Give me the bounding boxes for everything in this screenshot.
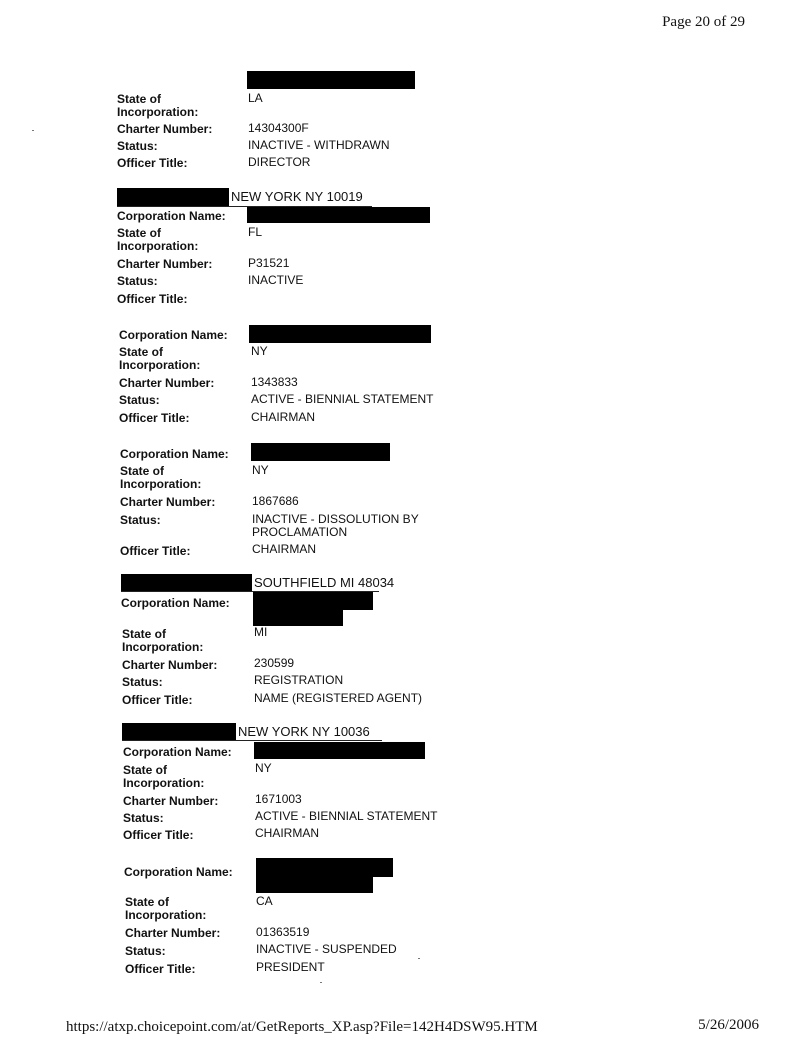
charter-number-value: 01363519: [256, 925, 310, 939]
charter-number-label: Charter Number:: [125, 926, 221, 940]
address-underline: [122, 740, 382, 741]
incorporation-text: Incorporation:: [122, 640, 204, 654]
state-value: NY: [255, 761, 272, 775]
corporation-name-label: Corporation Name:: [124, 865, 233, 879]
status-label: Status:: [125, 944, 166, 958]
status-value: INACTIVE - DISSOLUTION BY PROCLAMATION: [252, 512, 419, 539]
officer-title-value: CHAIRMAN: [251, 410, 316, 424]
charter-number-value: 14304300F: [248, 121, 309, 135]
redacted-corporation-name: [247, 71, 415, 89]
state-of-incorporation-label: [120, 465, 240, 491]
redacted-corporation-name: [251, 443, 390, 461]
charter-number-value: 230599: [254, 656, 295, 670]
footer-date: 5/26/2006: [698, 1017, 759, 1033]
status-label: Status:: [120, 513, 161, 527]
officer-title-value: CHAIRMAN: [252, 542, 317, 556]
redacted-corporation-name: [256, 858, 373, 893]
corporation-name-label: Corporation Name:: [120, 447, 229, 461]
status-label: Status:: [122, 675, 163, 689]
status-value: REGISTRATION: [254, 673, 344, 687]
redacted-officer-name: [122, 723, 236, 740]
state-value: NY: [252, 463, 269, 477]
scan-speck: [320, 982, 322, 983]
state-of-text: State of: [122, 627, 167, 641]
incorporation-text: Incorporation:: [120, 477, 202, 491]
officer-title-value: NAME (REGISTERED AGENT): [254, 691, 423, 705]
charter-number-value: 1343833: [251, 375, 298, 389]
officer-title-value: CHAIRMAN: [255, 826, 320, 840]
officer-title-label: Officer Title:: [117, 292, 188, 306]
state-value: CA: [256, 894, 273, 908]
incorporation-text: Incorporation:: [119, 358, 201, 372]
state-of-incorporation-label: [117, 93, 237, 119]
address: NEW YORK NY 10019: [231, 189, 363, 204]
officer-title-label: Officer Title:: [117, 156, 188, 170]
redacted-corporation-name: [254, 742, 425, 759]
status-value: ACTIVE - BIENNIAL STATEMENT: [251, 392, 434, 406]
officer-title-label: Officer Title:: [123, 828, 194, 842]
address: SOUTHFIELD MI 48034: [254, 575, 395, 590]
state-value: LA: [248, 91, 263, 105]
incorporation-text: Incorporation:: [117, 105, 199, 119]
status-label: Status:: [117, 274, 158, 288]
status-label: Status:: [117, 139, 158, 153]
redacted-officer-name: [117, 188, 229, 206]
state-of-text: State of: [120, 464, 165, 478]
state-of-text: State of: [119, 345, 164, 359]
redacted-officer-name: [121, 574, 252, 591]
state-of-incorporation-label: [122, 628, 242, 654]
incorporation-text: Incorporation:: [125, 908, 207, 922]
corporation-name-label: Corporation Name:: [119, 328, 228, 342]
officer-title-label: Officer Title:: [125, 962, 196, 976]
charter-number-value: 1671003: [255, 792, 302, 806]
state-of-incorporation-label: [123, 764, 243, 790]
charter-number-label: Charter Number:: [122, 658, 218, 672]
charter-number-label: Charter Number:: [119, 376, 215, 390]
scan-speck: [418, 958, 420, 959]
redacted-corporation-name: [249, 325, 431, 343]
charter-number-value: 1867686: [252, 494, 299, 508]
officer-title-value: PRESIDENT: [256, 960, 325, 974]
corporation-name-label: Corporation Name:: [121, 596, 230, 610]
corporation-name-label: Corporation Name:: [123, 745, 232, 759]
charter-number-label: Charter Number:: [120, 495, 216, 509]
officer-title-value: DIRECTOR: [248, 155, 311, 169]
charter-number-label: Charter Number:: [117, 122, 213, 136]
status-value: INACTIVE - SUSPENDED: [256, 942, 397, 956]
scan-speck: [32, 130, 34, 131]
address: NEW YORK NY 10036: [238, 724, 370, 739]
state-of-incorporation-label: [117, 227, 237, 253]
state-of-incorporation-label: [119, 346, 239, 372]
redacted-corporation-name: [253, 592, 343, 626]
redacted-corporation-name-ext: [343, 592, 373, 610]
footer-url: https://atxp.choicepoint.com/at/GetReports_XP.asp?File=142H4DSW95.HTM: [66, 1019, 538, 1035]
state-value: FL: [248, 225, 263, 239]
redacted-corporation-name-ext: [373, 858, 393, 877]
status-label: Status:: [119, 393, 160, 407]
incorporation-text: Incorporation:: [123, 776, 205, 790]
officer-title-label: Officer Title:: [120, 544, 191, 558]
state-of-text: State of: [125, 895, 170, 909]
state-value: MI: [254, 625, 268, 639]
status-value: INACTIVE: [248, 273, 304, 287]
redacted-corporation-name: [247, 207, 430, 223]
state-of-text: State of: [117, 92, 162, 106]
state-of-text: State of: [117, 226, 162, 240]
state-of-text: State of: [123, 763, 168, 777]
charter-number-value: P31521: [248, 256, 290, 270]
charter-number-label: Charter Number:: [123, 794, 219, 808]
state-value: NY: [251, 344, 268, 358]
officer-title-label: Officer Title:: [122, 693, 193, 707]
incorporation-text: Incorporation:: [117, 239, 199, 253]
state-of-incorporation-label: [125, 896, 245, 922]
status-value: ACTIVE - BIENNIAL STATEMENT: [255, 809, 438, 823]
officer-title-label: Officer Title:: [119, 411, 190, 425]
charter-number-label: Charter Number:: [117, 257, 213, 271]
page-number: Page 20 of 29: [662, 14, 745, 30]
status-label: Status:: [123, 811, 164, 825]
status-value: INACTIVE - WITHDRAWN: [248, 138, 390, 152]
corporation-name-label: Corporation Name:: [117, 209, 226, 223]
